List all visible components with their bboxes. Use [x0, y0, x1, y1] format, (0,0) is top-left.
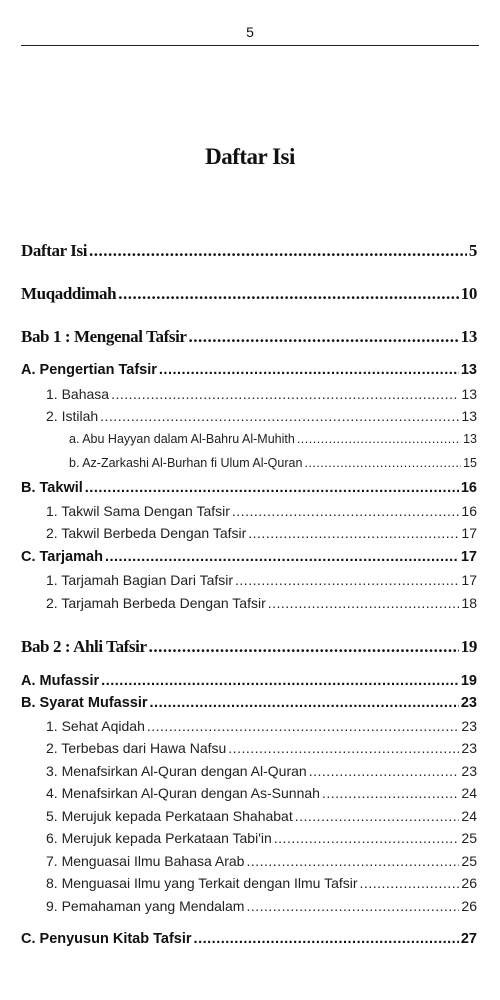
- toc-entry-page-number: 26: [461, 898, 477, 914]
- page-number: 5: [246, 24, 254, 40]
- dot-leader: [194, 929, 459, 949]
- toc-entry-label: Bab 2 : Ahli Tafsir: [21, 637, 147, 656]
- toc-entry-page-number: 23: [460, 695, 477, 711]
- toc-entry-label: Muqaddimah: [21, 284, 117, 303]
- dot-leader: [322, 783, 459, 803]
- toc-entry[interactable]: [69, 430, 477, 448]
- toc-entry[interactable]: [46, 384, 477, 404]
- toc-entry[interactable]: [21, 636, 477, 658]
- toc-entry[interactable]: [69, 454, 477, 472]
- toc-entry-page-number: 23: [461, 740, 477, 756]
- toc-entry[interactable]: [46, 761, 477, 781]
- toc-entry-page-number: 18: [461, 595, 477, 611]
- page-title: Daftar Isi: [205, 144, 295, 169]
- toc-entry-page-number: 17: [461, 525, 477, 541]
- toc-entry[interactable]: [46, 716, 477, 736]
- toc-entry-page-number: 17: [460, 549, 477, 565]
- dot-leader: [189, 326, 459, 348]
- toc-entry-label: A. Mufassir: [21, 673, 100, 689]
- dot-leader: [248, 523, 459, 543]
- toc-entry-label: A. Pengertian Tafsir: [21, 362, 157, 378]
- toc-entry-label: 2. Istilah: [46, 408, 99, 424]
- toc-entry-page-number: 13: [463, 432, 477, 446]
- toc-entry-page-number: 27: [460, 931, 477, 947]
- toc-entry[interactable]: [46, 523, 477, 543]
- toc-entry-page-number: 16: [460, 480, 477, 496]
- toc-entry[interactable]: [21, 929, 477, 949]
- toc-entry-label: 3. Menafsirkan Al-Quran dengan Al-Quran: [46, 763, 307, 779]
- toc-entry-label: 7. Menguasai Ilmu Bahasa Arab: [46, 853, 245, 869]
- dot-leader: [274, 828, 460, 848]
- toc-entry[interactable]: [21, 547, 477, 567]
- toc-entry-page-number: 25: [461, 853, 477, 869]
- dot-leader: [309, 761, 460, 781]
- dot-leader: [101, 671, 459, 691]
- toc-entry-page-number: 24: [461, 808, 477, 824]
- dot-leader: [85, 478, 459, 498]
- dot-leader: [147, 716, 460, 736]
- toc-entry-page-number: 10: [460, 284, 477, 303]
- toc-entry-label: 1. Bahasa: [46, 386, 110, 402]
- toc-entry-label: 6. Merujuk kepada Perkataan Tabi'in: [46, 830, 272, 846]
- toc-entry-label: 1. Sehat Aqidah: [46, 718, 145, 734]
- toc-entry-page-number: 15: [463, 456, 477, 470]
- dot-leader: [360, 873, 460, 893]
- dot-leader: [246, 851, 459, 871]
- toc-entry[interactable]: [46, 851, 477, 871]
- toc-entry-label: Bab 1 : Mengenal Tafsir: [21, 327, 187, 346]
- toc-entry-page-number: 13: [461, 408, 477, 424]
- toc-entry-label: 5. Merujuk kepada Perkataan Shahabat: [46, 808, 293, 824]
- dot-leader: [159, 360, 459, 380]
- toc-entry-label: 1. Tarjamah Bagian Dari Tafsir: [46, 572, 234, 588]
- toc-entry[interactable]: [21, 478, 477, 498]
- toc-entry-label: Daftar Isi: [21, 241, 88, 260]
- dot-leader: [304, 454, 461, 472]
- dot-leader: [89, 240, 467, 262]
- toc-entry-page-number: 19: [460, 673, 477, 689]
- toc-entry-page-number: 25: [461, 830, 477, 846]
- toc-entry-page-number: 26: [461, 875, 477, 891]
- toc-entry-label: a. Abu Hayyan dalam Al-Bahru Al-Muhith: [69, 432, 295, 446]
- dot-leader: [105, 547, 459, 567]
- toc-entry[interactable]: [46, 828, 477, 848]
- toc-entry-page-number: 5: [468, 241, 477, 260]
- toc-entry-label: b. Az-Zarkashi Al-Burhan fi Ulum Al-Quran: [69, 456, 303, 470]
- toc-entry[interactable]: [21, 283, 477, 305]
- toc-entry[interactable]: [21, 693, 477, 713]
- toc-entry-label: C. Tarjamah: [21, 549, 103, 565]
- toc-entry-label: 4. Menafsirkan Al-Quran dengan As-Sunnah: [46, 785, 320, 801]
- toc-entry-label: 1. Takwil Sama Dengan Tafsir: [46, 503, 230, 519]
- toc-entry-page-number: 13: [460, 327, 477, 346]
- dot-leader: [268, 593, 460, 613]
- dot-leader: [246, 896, 459, 916]
- toc-entry[interactable]: [21, 671, 477, 691]
- toc-entry-label: 8. Menguasai Ilmu yang Terkait dengan Ilmu Tafsir: [46, 875, 358, 891]
- toc-entry-page-number: 19: [460, 637, 477, 656]
- toc-entry[interactable]: [21, 240, 477, 262]
- toc-entry-page-number: 13: [461, 386, 477, 402]
- toc-entry-label: C. Penyusun Kitab Tafsir: [21, 931, 192, 947]
- dot-leader: [118, 283, 459, 305]
- toc-entry[interactable]: [46, 570, 477, 590]
- toc-entry-label: B. Takwil: [21, 480, 83, 496]
- toc-entry[interactable]: [46, 406, 477, 426]
- toc-entry-label: B. Syarat Mufassir: [21, 695, 148, 711]
- toc-entry[interactable]: [46, 593, 477, 613]
- toc-entry-page-number: 13: [460, 362, 477, 378]
- toc-entry-page-number: 24: [461, 785, 477, 801]
- toc-entry[interactable]: [21, 360, 477, 380]
- toc-entry[interactable]: [46, 501, 477, 521]
- dot-leader: [297, 430, 461, 448]
- toc-entry[interactable]: [46, 806, 477, 826]
- toc-entry-page-number: 23: [461, 718, 477, 734]
- toc-entry-label: 9. Pemahaman yang Mendalam: [46, 898, 245, 914]
- dot-leader: [100, 406, 459, 426]
- toc-entry[interactable]: [46, 783, 477, 803]
- toc-entry[interactable]: [46, 738, 477, 758]
- dot-leader: [150, 693, 459, 713]
- dot-leader: [235, 570, 459, 590]
- toc-entry[interactable]: [46, 896, 477, 916]
- toc-entry-page-number: 23: [461, 763, 477, 779]
- toc-entry-page-number: 17: [461, 572, 477, 588]
- dot-leader: [295, 806, 460, 826]
- dot-leader: [232, 501, 460, 521]
- toc-entry[interactable]: [46, 873, 477, 893]
- toc-entry-label: 2. Terbebas dari Hawa Nafsu: [46, 740, 227, 756]
- toc-entry-label: 2. Tarjamah Berbeda Dengan Tafsir: [46, 595, 266, 611]
- dot-leader: [228, 738, 459, 758]
- dot-leader: [111, 384, 459, 404]
- toc-entry-label: 2. Takwil Berbeda Dengan Tafsir: [46, 525, 247, 541]
- toc-entry-page-number: 16: [461, 503, 477, 519]
- dot-leader: [149, 636, 459, 658]
- toc-entry[interactable]: [21, 326, 477, 348]
